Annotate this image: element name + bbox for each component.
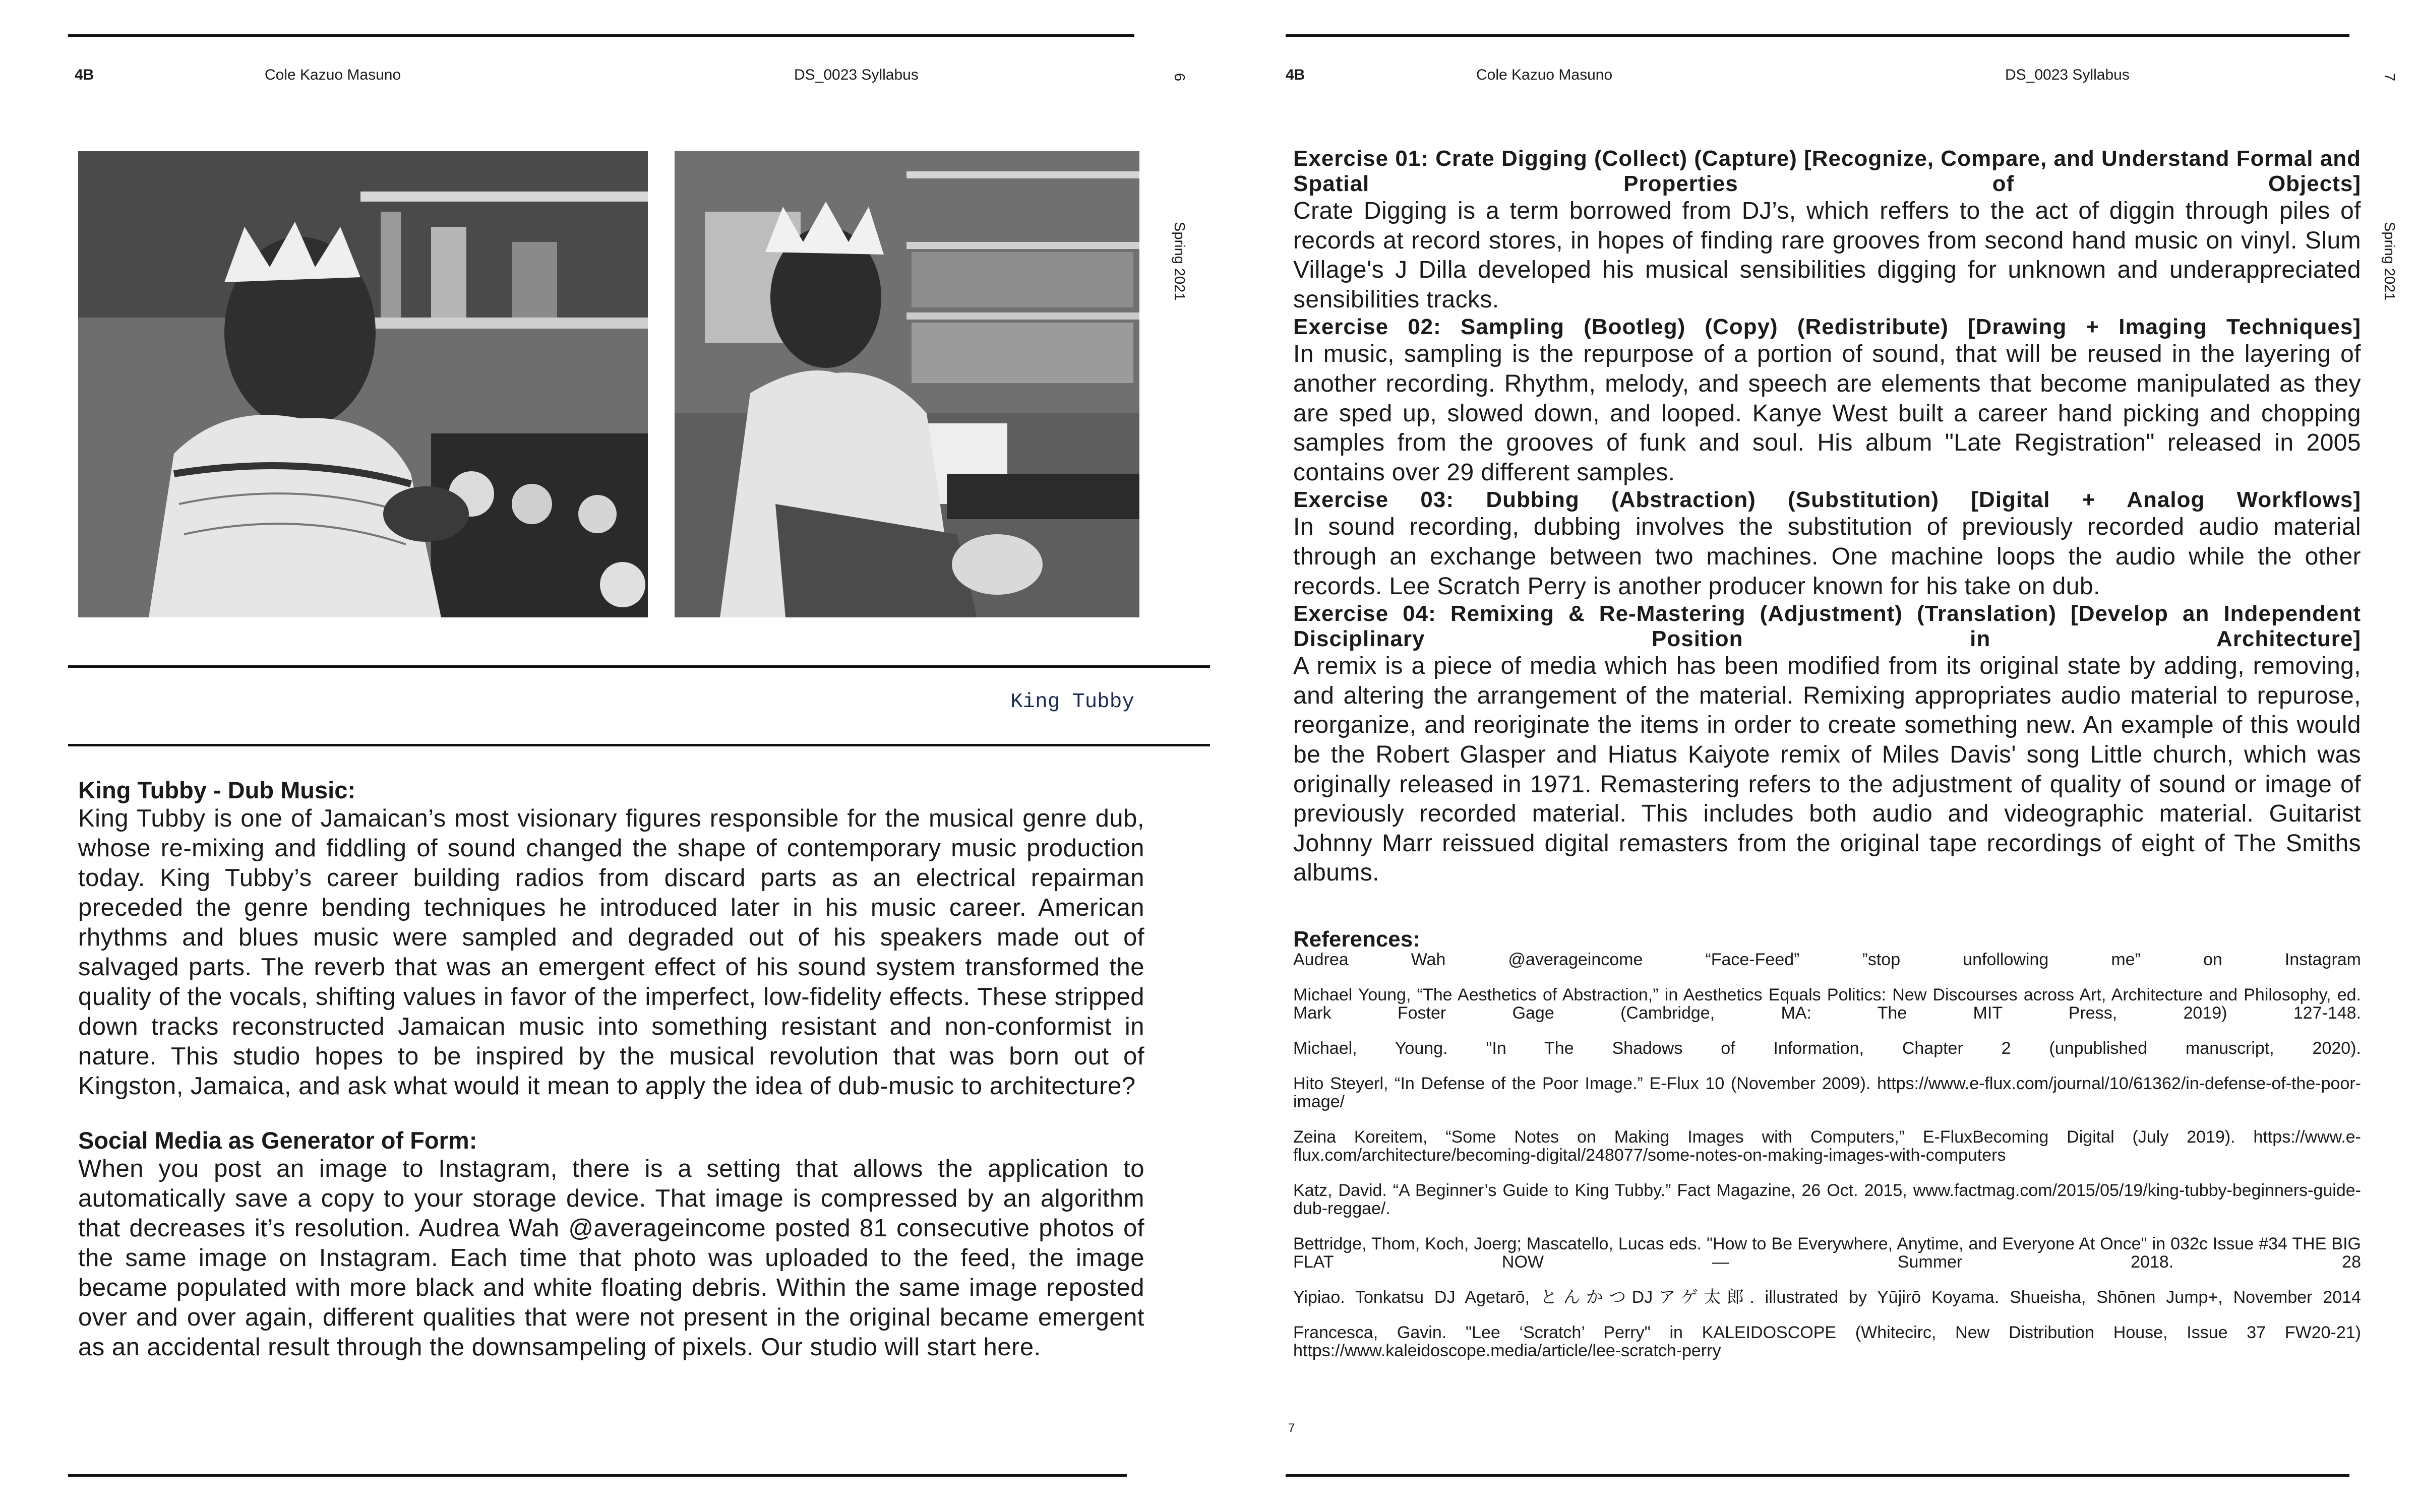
caption-bottom-rule	[68, 744, 1210, 746]
reference-item: Audrea Wah @averageincome “Face-Feed” ”stop unfollowing me” on Instagram	[1293, 950, 2361, 969]
exercise-block	[1293, 487, 2361, 601]
section-title-social-media: Social Media as Generator of Form:	[78, 1127, 477, 1154]
left-header-author: Cole Kazuo Masuno	[265, 67, 401, 83]
exercise-03-title: Exercise 03: Dubbing (Abstraction) (Substitution) [Digital + Analog Workflows]	[1293, 487, 2361, 513]
king-tubby-photo-right	[675, 151, 1139, 617]
caption-top-rule	[68, 665, 1210, 668]
reference-item: Zeina Koreitem, “Some Notes on Making Images with Computers,” E-FluxBecoming Digital (July 2019). https://www.e-flux.com/architecture/becoming-digital/248077/some-notes-on-making-images-with-computers	[1293, 1127, 2361, 1165]
photo-caption: King Tubby	[1010, 690, 1134, 714]
left-header-course: DS_0023 Syllabus	[794, 67, 919, 83]
right-term-label: Spring 2021	[2381, 222, 2397, 301]
right-header-code: 4B	[1286, 67, 1305, 83]
left-term-label: Spring 2021	[1171, 222, 1187, 301]
exercise-02-body: In music, sampling is the repurpose of a portion of sound, that will be reused in the layering of another recording. Rhythm, melody, and speech are elements that become manipulated as they are sped up, slowed down, and looped. Kanye West built a career hand picking and chopping samples from the grooves of funk and soul. His album "Late Registration" released in 2005 contains over 29 different samples.	[1293, 341, 2361, 486]
left-top-rule	[68, 34, 1134, 37]
exercise-02-title: Exercise 02: Sampling (Bootleg) (Copy) (Redistribute) [Drawing + Imaging Techniques]	[1293, 314, 2361, 340]
right-bottom-rule	[1286, 1474, 2349, 1477]
exercise-block	[1293, 146, 2361, 314]
left-page-number: 6	[1171, 73, 1187, 82]
right-top-rule	[1286, 34, 2349, 37]
references-title: References:	[1293, 926, 1420, 952]
reference-item: Yipiao. Tonkatsu DJ Agetarō, とんかつDJアゲ太郎. illustrated by Yūjirō Koyama. Shueisha, Shōnen Jump+, November 2014	[1293, 1287, 2361, 1307]
left-header-code: 4B	[75, 67, 94, 83]
reference-item: Katz, David. “A Beginner’s Guide to King Tubby.” Fact Magazine, 26 Oct. 2015, www.factmag.com/2015/05/19/king-tubby-beginners-guide-dub-reggae/.	[1293, 1180, 2361, 1218]
right-header-author: Cole Kazuo Masuno	[1476, 67, 1613, 83]
reference-item: Hito Steyerl, “In Defense of the Poor Image.” E-Flux 10 (November 2009). https://www.e-flux.com/journal/10/61362/in-defense-of-the-poor-image/	[1293, 1074, 2361, 1111]
right-header-course: DS_0023 Syllabus	[2005, 67, 2130, 83]
left-bottom-rule	[68, 1474, 1127, 1477]
exercise-block	[1293, 314, 2361, 487]
left-sections	[78, 776, 1144, 1362]
right-footer-page-number: 7	[1288, 1421, 1295, 1435]
exercise-04-body: A remix is a piece of media which has been modified from its original state by adding, removing, and altering the arrangement of the material. Remixing appropriates audio material to repurose, reorganize, and reoriginate the items in order to create something new. An example of this would be the Robert Glasper and Hiatus Kaiyote remix of Miles Davis' song Little church, which was originally released in 1971. Remastering refers to the adjustment of quality of sound or image of previously recorded material. This includes both audio and videographic material. Guitarist Johnny Marr reissued digital remasters from the original tape recordings of eight of The Smiths albums.	[1293, 653, 2361, 887]
right-page-number: 7	[2381, 73, 2397, 82]
reference-item: Bettridge, Thom, Koch, Joerg; Mascatello, Lucas eds. "How to Be Everywhere, Anytime, and Everyone At Once" in 032c Issue #34 THE BIG FLAT NOW — Summer 2018. 28	[1293, 1234, 2361, 1272]
reference-item: Michael Young, “The Aesthetics of Abstraction,” in Aesthetics Equals Politics: New Discourses across Art, Architecture and Philosophy, ed. Mark Foster Gage (Cambridge, MA: The MIT Press, 2019) 127-148.	[1293, 985, 2361, 1023]
exercise-03-body: In sound recording, dubbing involves the substitution of previously recorded audio material through an exchange between two machines. One machine loops the audio while the other records. Lee Scratch Perry is another producer known for his take on dub.	[1293, 514, 2361, 600]
section-body-social-media: When you post an image to Instagram, there is a setting that allows the application to automatically save a copy to your storage device. That image is compressed by an algorithm that decreases it’s resolution. Audrea Wah @averageincome posted 81 consecutive photos of the same image on Instagram. Each time that photo was uploaded to the feed, the image became populated with more black and white floating debris. Within the same image reposted over and over again, different qualities that were not present in the original became emergent as an accidental result through the downsampeling of pixels. Our studio will start here.	[78, 1155, 1144, 1361]
references-section	[1293, 928, 2361, 1360]
king-tubby-photo-left	[78, 151, 648, 617]
exercise-04-title: Exercise 04: Remixing & Re-Mastering (Adjustment) (Translation) [Develop an Independent Disciplinary Position in Architecture]	[1293, 601, 2361, 652]
reference-item: Michael, Young. "In The Shadows of Information, Chapter 2 (unpublished manuscript, 2020).	[1293, 1038, 2361, 1058]
reference-item: Francesca, Gavin. "Lee ‘Scratch’ Perry" in KALEIDOSCOPE (Whitecirc, New Distribution House, Issue 37 FW20-21) https://www.kaleidoscope.media/article/lee-scratch-perry	[1293, 1322, 2361, 1360]
exercise-01-title: Exercise 01: Crate Digging (Collect) (Capture) [Recognize, Compare, and Understand Formal and Spatial Properties of Objects]	[1293, 146, 2361, 196]
exercise-block	[1293, 601, 2361, 888]
right-exercises	[1293, 146, 2361, 1377]
section-body-king-tubby: King Tubby is one of Jamaican’s most visionary figures responsible for the musical genre dub, whose re-mixing and fiddling of sound changed the shape of contemporary music production today. King Tubby’s career building radios from discard parts as an electrical repairman preceded the genre bending techniques he introduced later in his music career. American rhythms and blues music were sampled and degraded out of his speakers made out of salvaged parts. The reverb that was an emergent effect of his sound system transformed the quality of the vocals, shifting values in favor of the imperfect, low-fidelity effects. These stripped down tracks reconstructed Jamaican music into something resistant and non-conformist in nature. This studio hopes to be inspired by the musical revolution that was born out of Kingston, Jamaica, and ask what would it mean to apply the idea of dub-music to architecture?	[78, 805, 1144, 1100]
section-title-king-tubby: King Tubby - Dub Music:	[78, 777, 356, 803]
exercise-01-body: Crate Digging is a term borrowed from DJ’s, which reffers to the act of diggin through piles of records at record stores, in hopes of finding rare grooves from second hand music on vinyl. Slum Village's J Dilla developed his musical sensibilities digging for unknown and underappreciated sensibilities tracks.	[1293, 198, 2361, 313]
